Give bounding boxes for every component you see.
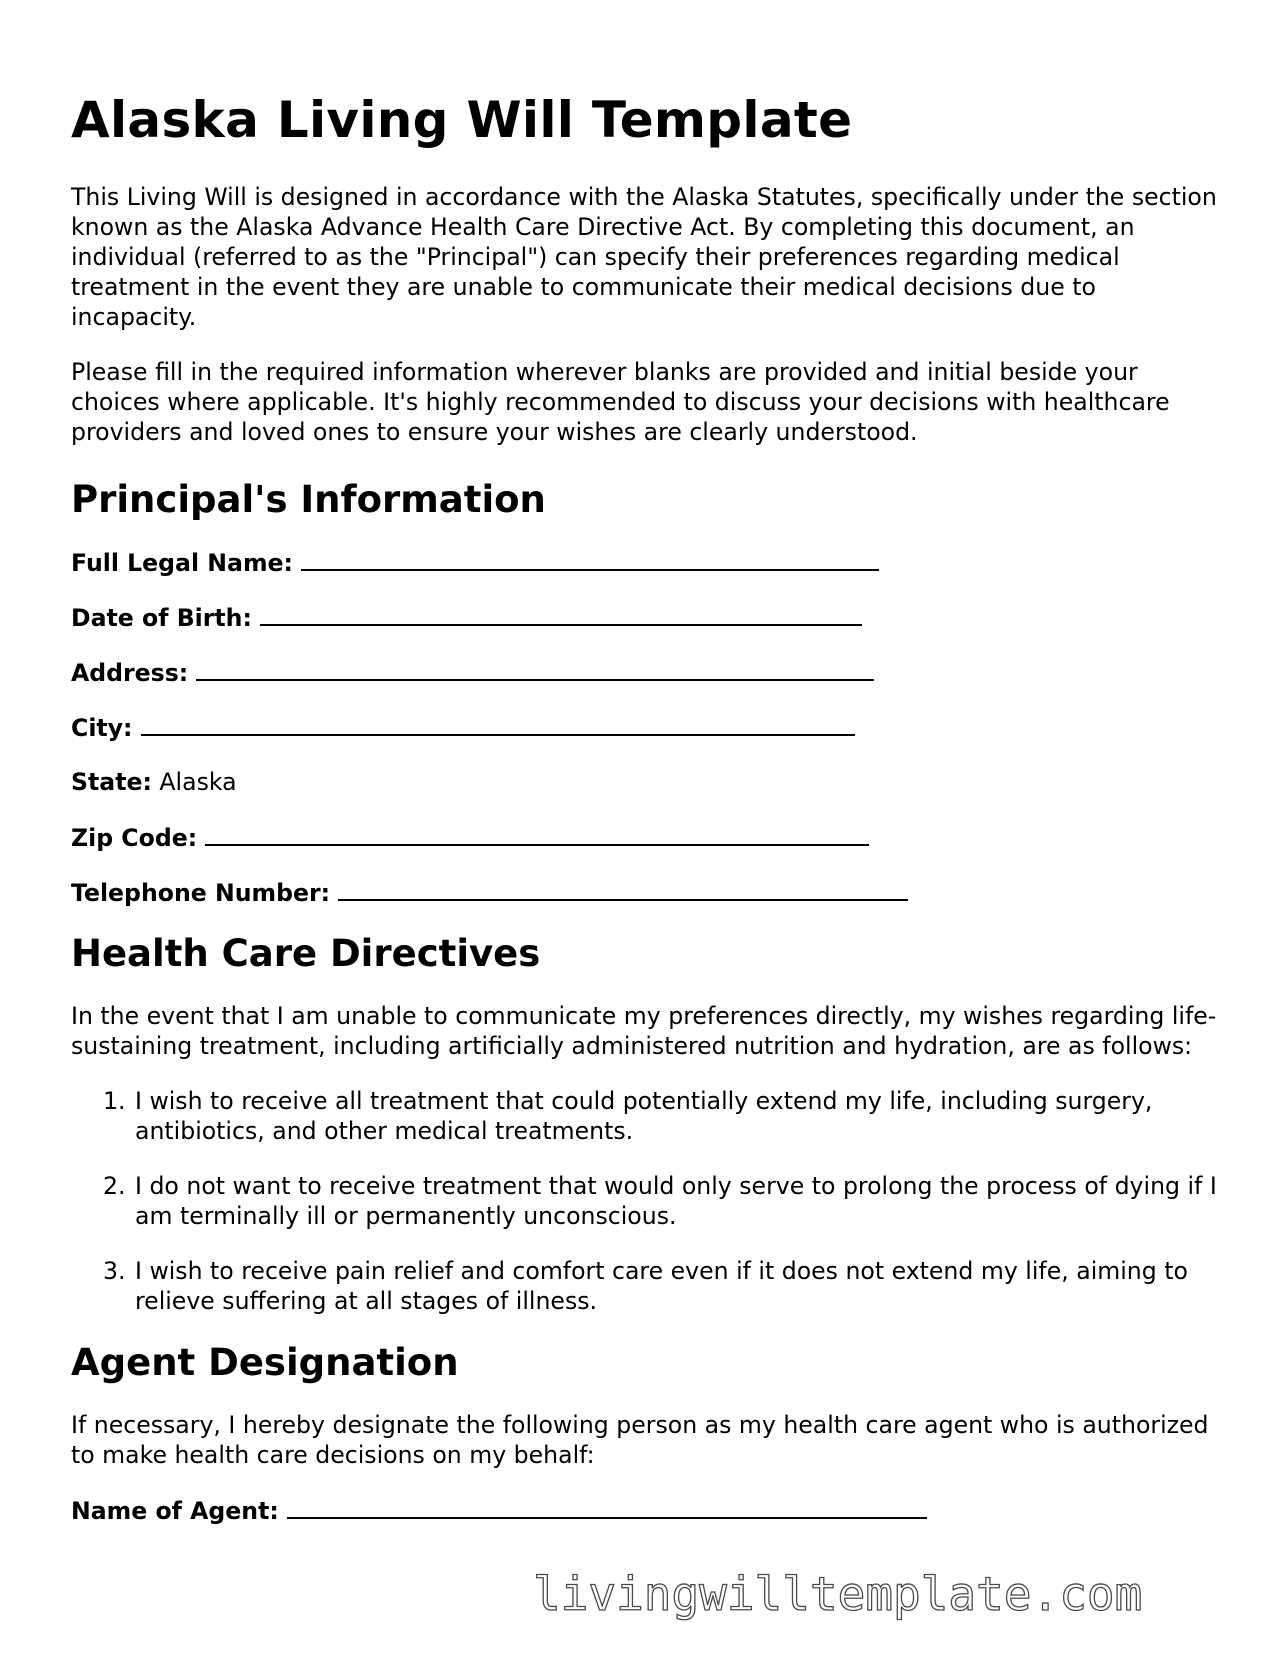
full-legal-name-blank[interactable]: [301, 547, 879, 571]
directive-item: 3. I wish to receive pain relief and comfort care even if it does not extend my life, aiming to relieve suffering at all stages of illness.: [133, 1256, 1221, 1316]
document-title: Alaska Living Will Template: [71, 91, 853, 149]
zip-code-field: [71, 822, 1221, 852]
directive-item: 1. I wish to receive all treatment that could potentially extend my life, including surgery, antibiotics, and other medical treatments.: [133, 1086, 1221, 1146]
intro-paragraph-1: This Living Will is designed in accordance with the Alaska Statutes, specifically under the section known as the Alaska Advance Health Care Directive Act. By completing this document, an individual (referred to as the "Principal") can specify their preferences regarding medical treatment in the event they are unable to communicate their medical decisions due to incapacity.: [71, 183, 1217, 331]
telephone-number-label: Telephone Number:: [71, 879, 331, 907]
principal-info-heading: Principal's Information: [71, 478, 546, 521]
address-field: [71, 657, 1221, 687]
state-label: State:: [71, 768, 152, 796]
zip-code-blank[interactable]: [205, 822, 869, 846]
city-blank[interactable]: [141, 712, 855, 736]
health-care-directives-heading: Health Care Directives: [71, 932, 541, 975]
directive-item: 2. I do not want to receive treatment that would only serve to prolong the process of dying if I am terminally ill or permanently unconscious.: [133, 1171, 1221, 1231]
date-of-birth-label: Date of Birth:: [71, 604, 252, 632]
agent-designation-heading: Agent Designation: [71, 1341, 459, 1384]
zip-code-label: Zip Code:: [71, 824, 198, 852]
intro-paragraph-2: Please fill in the required information wherever blanks are provided and initial beside your choices where applicable. It's highly recommended to discuss your decisions with healthcare providers and loved ones to ensure your wishes are clearly understood.: [71, 358, 1170, 446]
agent-name-label: Name of Agent:: [71, 1497, 279, 1525]
full-legal-name-field: [71, 547, 1221, 577]
agent-intro: If necessary, I hereby designate the following person as my health care agent who is authorized to make health care decisions on my behalf:: [71, 1411, 1209, 1469]
directives-list: [71, 1086, 1221, 1316]
date-of-birth-field: [71, 602, 1221, 632]
city-label: City:: [71, 714, 133, 742]
telephone-number-blank[interactable]: [338, 877, 908, 901]
full-legal-name-label: Full Legal Name:: [71, 549, 293, 577]
telephone-number-field: [71, 877, 1221, 907]
watermark: livingwilltemplate.com: [533, 1567, 1143, 1621]
document-page: [71, 80, 1221, 1550]
date-of-birth-blank[interactable]: [260, 602, 862, 626]
agent-name-field: [71, 1495, 1221, 1525]
agent-name-blank[interactable]: [287, 1495, 927, 1519]
city-field: [71, 712, 1221, 742]
directives-intro: In the event that I am unable to communicate my preferences directly, my wishes regarding life-sustaining treatment, including artificially administered nutrition and hydration, are as follows:: [71, 1002, 1217, 1060]
address-blank[interactable]: [196, 657, 874, 681]
state-field: [71, 767, 1221, 797]
state-value: Alaska: [159, 768, 237, 796]
address-label: Address:: [71, 659, 189, 687]
